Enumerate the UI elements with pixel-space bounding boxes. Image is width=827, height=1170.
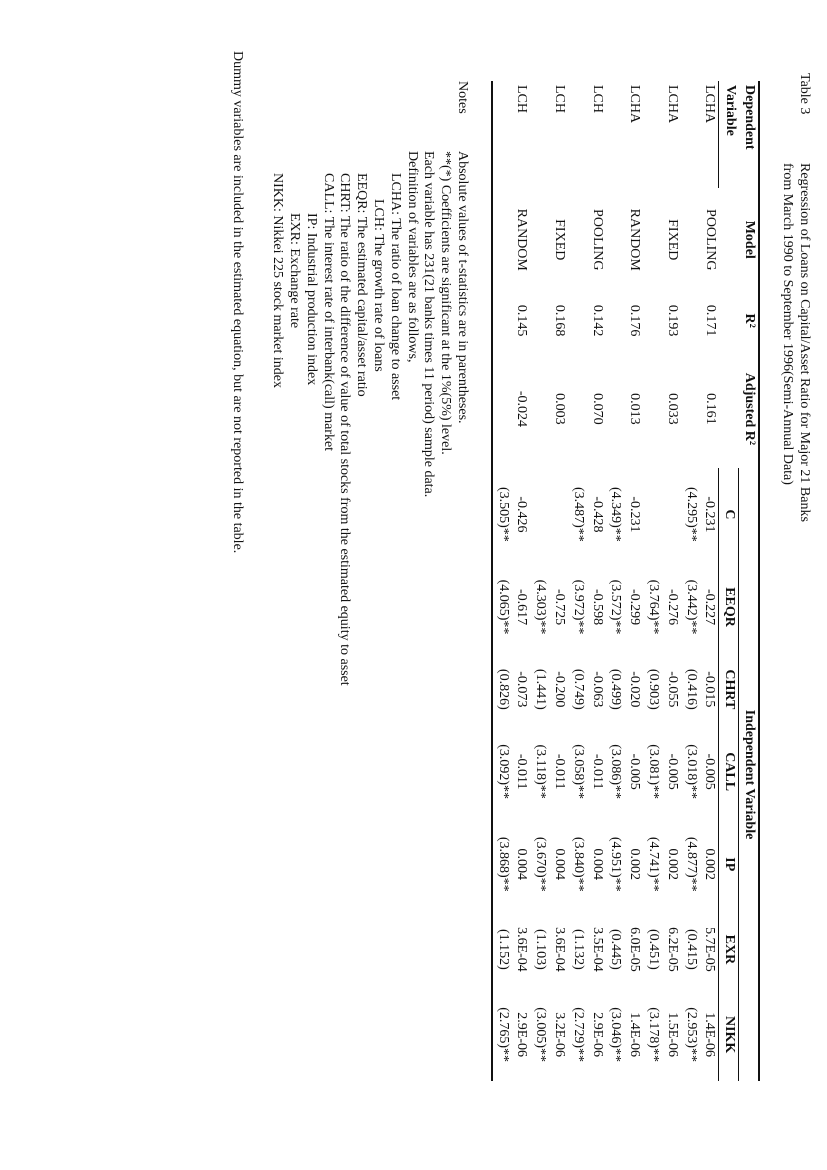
empty-cell (568, 292, 587, 350)
adjusted-r2-cell: 0.003 (552, 393, 568, 425)
dependent-variable-cell: LCH (552, 85, 568, 113)
t-statistic-cell: (4.951)** (608, 836, 624, 892)
definition-eeqr: EEQR: The estimated capital/asset ratio (354, 173, 370, 397)
coefficient-cell (549, 468, 568, 561)
table-row-tstat (681, 81, 700, 1081)
definition-exr: EXR: Exchange rate (287, 213, 303, 329)
t-statistic-cell: (0.826) (492, 653, 512, 725)
t-statistic-cell: (0.416) (683, 668, 699, 710)
header-chrt: CHRT (719, 653, 739, 725)
r2-cell: 0.142 (589, 304, 605, 337)
empty-cell (643, 188, 662, 292)
table-row (624, 81, 643, 1081)
title-line-1: Regression of Loans on Capital/Asset Ratio for Major 21 Banks (797, 163, 812, 522)
t-statistic-cell: (4.295)** (683, 486, 699, 542)
t-statistic-cell: (2.953)** (683, 1007, 699, 1063)
t-statistic-cell: (4.877)** (683, 836, 699, 892)
empty-cell (606, 350, 625, 468)
coefficient-cell: 0.004 (589, 848, 605, 881)
coefficient-cell: -0.011 (589, 753, 605, 790)
t-statistic-cell: (2.765)** (492, 988, 512, 1081)
definition-call: CALL: The interest rate of interbank(call) market (320, 173, 336, 452)
empty-cell (568, 350, 587, 468)
empty-cell (681, 188, 700, 292)
dependent-variable-cell: LCH (589, 85, 605, 113)
r2-cell: 0.171 (702, 304, 718, 337)
r2-cell: 0.176 (627, 304, 643, 337)
empty-cell (530, 188, 549, 292)
t-statistic-cell: (3.972)** (570, 579, 586, 635)
coefficient-cell: -0.426 (514, 496, 530, 533)
t-statistic-cell: (1.103) (533, 929, 549, 970)
empty-cell (568, 81, 587, 188)
empty-cell (492, 188, 512, 292)
coefficient-cell: 1.5E-06 (664, 1012, 680, 1057)
t-statistic-cell: (4.741)** (646, 836, 662, 892)
header-c: C (719, 468, 739, 561)
t-statistic-cell (643, 468, 662, 561)
coefficient-cell: -0.005 (627, 753, 643, 790)
title-line-2: from March 1990 to September 1996(Semi-Annual Data) (780, 163, 796, 485)
model-cell: RANDOM (627, 208, 643, 271)
definition-chrt: CHRT: The ratio of the difference of value of total stocks from the estimated equity to asset (337, 173, 353, 686)
t-statistic-cell: (3.505)** (492, 468, 512, 561)
header-exr: EXR (719, 911, 739, 989)
regression-table (491, 81, 760, 1081)
t-statistic-cell: (4.303)** (533, 579, 549, 635)
t-statistic-cell: (3.764)** (646, 579, 662, 635)
header-adjusted-r2: Adjusted R² (719, 350, 759, 468)
empty-cell (530, 81, 549, 188)
coefficient-cell: 0.002 (702, 848, 718, 881)
t-statistic-cell: (3.868)** (492, 818, 512, 911)
notes-label: Notes (455, 81, 470, 114)
coefficient-cell: -0.005 (702, 753, 718, 790)
header-dependent: Dependent (739, 81, 759, 188)
coefficient-cell: 0.004 (552, 848, 568, 881)
dependent-variable-cell: LCHA (627, 85, 643, 124)
empty-cell (530, 292, 549, 350)
coefficient-cell: 2.9E-06 (589, 1012, 605, 1057)
coefficient-cell: 3.6E-04 (514, 927, 530, 972)
t-statistic-cell: (1.441) (533, 668, 549, 710)
coefficient-cell: 3.5E-04 (589, 927, 605, 972)
t-statistic-cell: (3.092)** (492, 725, 512, 818)
coefficient-cell: 3.6E-04 (552, 927, 568, 972)
empty-cell (492, 81, 512, 188)
dependent-variable-cell: LCHA (702, 85, 718, 124)
coefficient-cell: 1.4E-06 (702, 1012, 718, 1057)
t-statistic-cell: (3.018)** (683, 744, 699, 800)
t-statistic-cell: (1.132) (570, 929, 586, 970)
coefficient-cell: -0.011 (514, 753, 530, 790)
coefficient-cell: 3.2E-06 (552, 1012, 568, 1057)
empty-cell (643, 350, 662, 468)
r2-cell: 0.145 (514, 304, 530, 337)
t-statistic-cell: (2.729)** (570, 1007, 586, 1063)
t-statistic-cell: (3.118)** (533, 744, 549, 799)
empty-cell (681, 350, 700, 468)
empty-cell (643, 292, 662, 350)
empty-cell (606, 81, 625, 188)
note-line: **(*) Coefficients are significant at the 1%(5%) level. (438, 151, 454, 455)
coefficient-cell: -0.617 (514, 588, 530, 626)
t-statistic-cell: (3.670)** (533, 836, 549, 892)
t-statistic-cell (530, 468, 549, 561)
coefficient-cell: -0.200 (552, 671, 568, 708)
table-label: Table 3 (797, 73, 812, 115)
definition-nikk: NIKK: Nikkei 225 stock market index (270, 173, 286, 389)
empty-cell (530, 350, 549, 468)
t-statistic-cell: (3.005)** (533, 1007, 549, 1063)
regression-table-body (492, 81, 719, 1081)
coefficient-cell: -0.055 (664, 671, 680, 708)
t-statistic-cell: (3.046)** (608, 1007, 624, 1063)
table-row (662, 81, 681, 1081)
dependent-variable-cell: LCH (514, 85, 530, 113)
header-ip: IP (719, 818, 739, 911)
r2-cell: 0.193 (664, 304, 680, 337)
model-cell: FIXED (664, 219, 680, 261)
table-row (587, 81, 606, 1081)
t-statistic-cell: (3.442)** (683, 579, 699, 635)
empty-cell (606, 292, 625, 350)
t-statistic-cell: (0.499) (608, 668, 624, 710)
header-nikk: NIKK (719, 988, 739, 1081)
coefficient-cell: -0.005 (664, 753, 680, 790)
table-row (512, 81, 531, 1081)
coefficient-cell: -0.015 (702, 671, 718, 708)
adjusted-r2-cell: -0.024 (514, 390, 530, 428)
t-statistic-cell: (3.840)** (570, 836, 586, 892)
table-row-tstat (492, 81, 512, 1081)
dependent-variable-cell: LCHA (664, 85, 680, 124)
t-statistic-cell: (0.415) (683, 929, 699, 970)
rotated-table-content (120, 51, 820, 1111)
table-row-tstat (643, 81, 662, 1081)
table-row (549, 81, 568, 1081)
empty-cell (492, 292, 512, 350)
model-cell: RANDOM (514, 208, 530, 271)
coefficient-cell: -0.299 (627, 588, 643, 626)
coefficient-cell: 5.7E-05 (702, 927, 718, 972)
note-line: Definition of variables are as follows, (404, 151, 420, 363)
coefficient-cell: 6.0E-05 (627, 927, 643, 972)
empty-cell (492, 350, 512, 468)
t-statistic-cell: (0.749) (570, 668, 586, 710)
empty-cell (606, 188, 625, 292)
coefficient-cell: 2.9E-06 (514, 1012, 530, 1057)
t-statistic-cell: (3.058)** (570, 744, 586, 800)
table-row-tstat (606, 81, 625, 1081)
model-cell: FIXED (552, 219, 568, 261)
t-statistic-cell: (4.065)** (492, 561, 512, 654)
table-row (700, 81, 719, 1081)
table-row-tstat (568, 81, 587, 1081)
coefficient-cell: -0.725 (552, 588, 568, 626)
t-statistic-cell: (3.081)** (646, 744, 662, 800)
definition-lcha: LCHA: The ratio of loan change to asset (387, 173, 403, 401)
t-statistic-cell: (3.178)** (646, 1007, 662, 1063)
coefficient-cell: -0.276 (664, 588, 680, 626)
coefficient-cell: -0.428 (589, 496, 605, 533)
t-statistic-cell: (0.445) (608, 929, 624, 970)
definition-ip: IP: Industrial production index (303, 213, 319, 386)
coefficient-cell: -0.598 (589, 588, 605, 626)
header-independent-variable: Independent Variable (739, 468, 759, 1081)
t-statistic-cell: (3.487)** (570, 486, 586, 542)
header-call: CALL (719, 725, 739, 818)
adjusted-r2-cell: 0.013 (627, 393, 643, 425)
note-line: Each variable has 231(21 banks times 11 period) sample data. (421, 151, 437, 498)
coefficient-cell: 6.2E-05 (664, 927, 680, 972)
t-statistic-cell: (0.903) (646, 668, 662, 710)
coefficient-cell: -0.231 (627, 496, 643, 533)
coefficient-cell: -0.073 (514, 671, 530, 708)
r2-cell: 0.168 (552, 304, 568, 337)
empty-cell (568, 188, 587, 292)
empty-cell (681, 292, 700, 350)
note-line: Absolute values of t-statistics are in parentheses. (455, 151, 470, 424)
t-statistic-cell: (1.152) (492, 911, 512, 989)
definition-lch: LCH: The growth rate of loans (371, 199, 387, 372)
coefficient-cell: 1.4E-06 (627, 1012, 643, 1057)
empty-cell (681, 81, 700, 188)
adjusted-r2-cell: 0.070 (589, 393, 605, 425)
header-eeqr: EEQR (719, 561, 739, 654)
coefficient-cell (662, 468, 681, 561)
t-statistic-cell: (3.086)** (608, 744, 624, 800)
coefficient-cell: 0.002 (627, 848, 643, 881)
coefficient-cell: -0.227 (702, 588, 718, 626)
coefficient-cell: -0.063 (589, 671, 605, 708)
adjusted-r2-cell: 0.033 (664, 393, 680, 425)
t-statistic-cell: (0.451) (646, 929, 662, 970)
adjusted-r2-cell: 0.161 (702, 393, 718, 425)
model-cell: POOLING (702, 209, 718, 271)
coefficient-cell: 0.002 (664, 848, 680, 881)
t-statistic-cell: (3.572)** (608, 579, 624, 635)
empty-cell (643, 81, 662, 188)
header-r2: R² (719, 292, 759, 350)
header-variable: Variable (719, 81, 739, 188)
t-statistic-cell: (4.349)** (608, 486, 624, 542)
coefficient-cell: -0.011 (552, 753, 568, 790)
coefficient-cell: -0.020 (627, 671, 643, 708)
model-cell: POOLING (589, 209, 605, 271)
footer-note: Dummy variables are included in the estimated equation, but are not reported in the table. (230, 51, 245, 554)
header-model: Model (719, 188, 759, 292)
coefficient-cell: -0.231 (702, 496, 718, 533)
table-row-tstat (530, 81, 549, 1081)
coefficient-cell: 0.004 (514, 848, 530, 881)
